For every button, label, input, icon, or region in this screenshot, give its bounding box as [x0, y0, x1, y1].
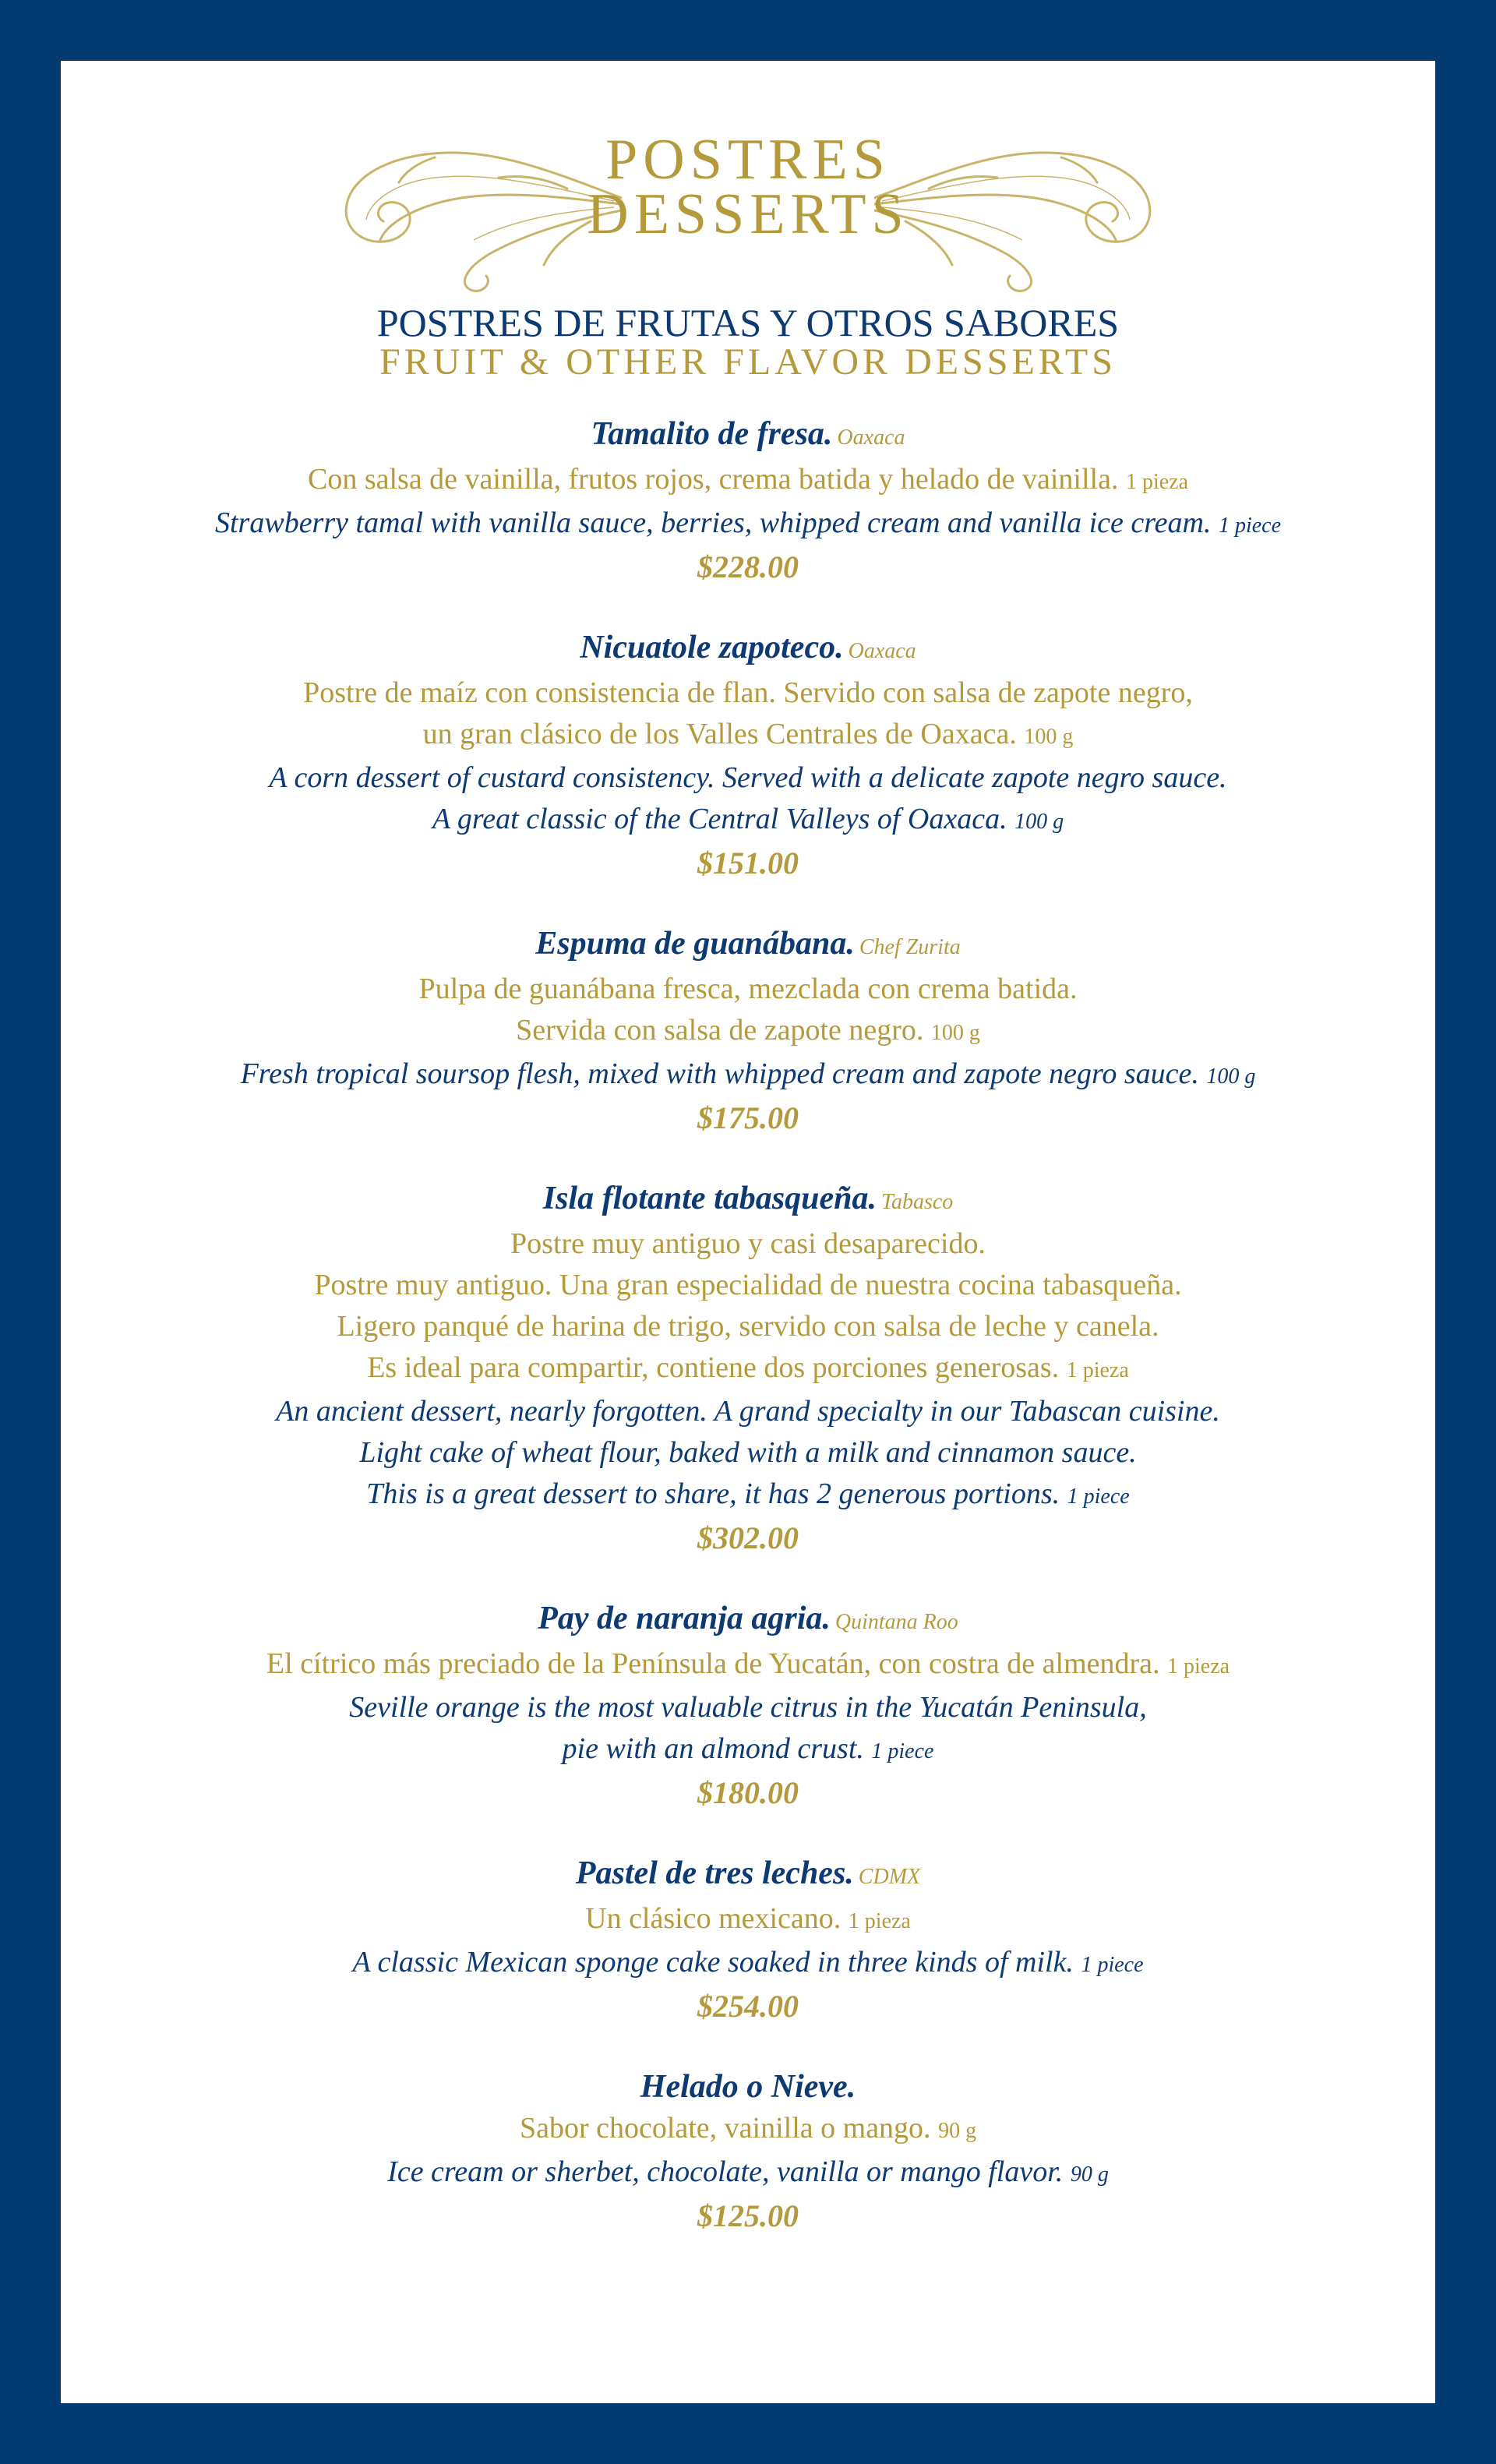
description-text: Un clásico mexicano.	[585, 1902, 842, 1935]
description-text: El cítrico más preciado de la Península de Yucatán, con costra de almendra.	[266, 1647, 1160, 1680]
item-origin: Chef Zurita	[859, 935, 961, 959]
description-text: Con salsa de vainilla, frutos rojos, crema batida y helado de vainilla.	[307, 463, 1119, 496]
section-title-en: FRUIT & OTHER FLAVOR DESSERTS	[379, 341, 1117, 383]
menu-header	[61, 92, 1435, 383]
item-name: Espuma de guanábana.	[535, 926, 855, 962]
description-text: Postre de maíz con consistencia de flan. Servido con salsa de zapote negro,	[303, 676, 1193, 709]
description-es	[61, 1010, 1435, 1054]
description-es	[61, 1306, 1435, 1347]
description-en	[61, 799, 1435, 842]
item-origin: Quintana Roo	[834, 1610, 958, 1634]
description-text: pie with an almond crust.	[562, 1732, 864, 1765]
menu-item	[61, 627, 1435, 884]
description-text: Ice cream or sherbet, chocolate, vanilla or mango flavor.	[387, 2155, 1064, 2188]
portion-unit: 1 piece	[1067, 1484, 1130, 1509]
item-name-line	[61, 2066, 1435, 2108]
item-name: Pay de naranja agria.	[538, 1601, 831, 1636]
description-en	[61, 2152, 1435, 2195]
item-origin: CDMX	[858, 1865, 921, 1889]
menu-page	[61, 61, 1435, 2403]
item-price: $302.00	[697, 1520, 799, 1555]
description-text: Es ideal para compartir, contiene dos porciones generosas.	[367, 1351, 1060, 1384]
description-en	[61, 1728, 1435, 1772]
description-en	[61, 757, 1435, 799]
portion-unit: 100 g	[930, 1021, 980, 1045]
menu-title	[61, 128, 1435, 246]
item-name-line	[61, 627, 1435, 672]
portion-unit: 1 pieza	[1167, 1654, 1230, 1679]
description-es	[61, 969, 1435, 1010]
portion-unit: 1 piece	[871, 1739, 934, 1763]
description-text: Fresh tropical soursop flesh, mixed with whipped cream and zapote negro sauce.	[240, 1057, 1199, 1090]
item-origin: Oaxaca	[848, 639, 916, 663]
item-name-line	[61, 923, 1435, 969]
description-text: A great classic of the Central Valleys of Oaxaca.	[432, 803, 1007, 835]
description-en	[61, 503, 1435, 546]
description-en	[61, 1942, 1435, 1986]
item-name-line	[61, 1852, 1435, 1898]
description-text: Seville orange is the most valuable citrus in the Yucatán Peninsula,	[349, 1691, 1147, 1724]
description-text: Strawberry tamal with vanilla sauce, berries, whipped cream and vanilla ice cream.	[215, 507, 1212, 539]
description-text: Sabor chocolate, vainilla o mango.	[519, 2112, 931, 2145]
portion-unit: 1 piece	[1218, 514, 1281, 538]
menu-item	[61, 2066, 1435, 2236]
description-en	[61, 1054, 1435, 1097]
description-text: Postre muy antiguo. Una gran especialidad de nuestra cocina tabasqueña.	[314, 1269, 1182, 1301]
menu-item	[61, 413, 1435, 588]
item-price: $125.00	[697, 2198, 799, 2233]
description-en	[61, 1687, 1435, 1728]
portion-unit: 100 g	[1014, 810, 1064, 834]
section-title-es: POSTRES DE FRUTAS Y OTROS SABORES	[376, 301, 1120, 344]
portion-unit: 90 g	[1070, 2162, 1109, 2187]
description-text: This is a great dessert to share, it has 2 generous portions.	[366, 1477, 1060, 1510]
title-es: POSTRES	[605, 128, 891, 192]
item-name-line	[61, 1177, 1435, 1223]
description-text: Ligero panqué de harina de trigo, servido con salsa de leche y canela.	[337, 1310, 1159, 1343]
portion-unit: 100 g	[1024, 725, 1074, 749]
menu-item	[61, 1597, 1435, 1813]
portion-unit: 1 piece	[1081, 1953, 1144, 1977]
section-heading	[61, 302, 1435, 382]
item-price: $180.00	[697, 1775, 799, 1810]
menu-item	[61, 1852, 1435, 2027]
description-es	[61, 2108, 1435, 2152]
description-es	[61, 1347, 1435, 1391]
description-en	[61, 1432, 1435, 1474]
description-es	[61, 672, 1435, 714]
item-name-line	[61, 413, 1435, 459]
item-name: Helado o Nieve.	[640, 2069, 856, 2105]
description-text: Pulpa de guanábana fresca, mezclada con crema batida.	[418, 973, 1078, 1005]
item-price: $151.00	[697, 845, 799, 881]
item-name: Nicuatole zapoteco.	[580, 630, 844, 665]
description-es	[61, 1265, 1435, 1306]
description-text: Light cake of wheat flour, baked with a milk and cinnamon sauce.	[359, 1436, 1137, 1469]
portion-unit: 1 pieza	[1066, 1358, 1129, 1382]
title-en: DESSERTS	[587, 182, 909, 246]
description-text: An ancient dessert, nearly forgotten. A grand specialty in our Tabascan cuisine.	[276, 1395, 1220, 1428]
menu-item	[61, 1177, 1435, 1559]
description-es	[61, 459, 1435, 503]
description-text: Postre muy antiguo y casi desaparecido.	[510, 1227, 986, 1260]
description-es	[61, 1223, 1435, 1265]
item-origin: Oaxaca	[837, 425, 905, 450]
item-price: $228.00	[697, 549, 799, 584]
item-origin: Tabasco	[880, 1190, 954, 1214]
portion-unit: 1 pieza	[1125, 470, 1189, 494]
item-name-line	[61, 1597, 1435, 1643]
description-es	[61, 1898, 1435, 1942]
item-price: $254.00	[697, 1989, 799, 2024]
description-text: A corn dessert of custard consistency. Served with a delicate zapote negro sauce.	[269, 761, 1227, 794]
description-text: Servida con salsa de zapote negro.	[516, 1014, 924, 1047]
description-es	[61, 1643, 1435, 1687]
portion-unit: 90 g	[938, 2119, 977, 2143]
menu-item	[61, 923, 1435, 1138]
description-en	[61, 1391, 1435, 1432]
description-en	[61, 1474, 1435, 1517]
description-text: un gran clásico de los Valles Centrales de Oaxaca.	[422, 718, 1017, 750]
description-text: A classic Mexican sponge cake soaked in three kinds of milk.	[352, 1946, 1074, 1979]
item-name: Tamalito de fresa.	[591, 416, 833, 452]
description-es	[61, 714, 1435, 757]
dessert-list	[61, 413, 1435, 2275]
item-price: $175.00	[697, 1100, 799, 1135]
portion-unit: 100 g	[1206, 1064, 1256, 1089]
portion-unit: 1 pieza	[848, 1909, 911, 1933]
item-name: Isla flotante tabasqueña.	[542, 1181, 877, 1216]
item-name: Pastel de tres leches.	[575, 1855, 854, 1891]
